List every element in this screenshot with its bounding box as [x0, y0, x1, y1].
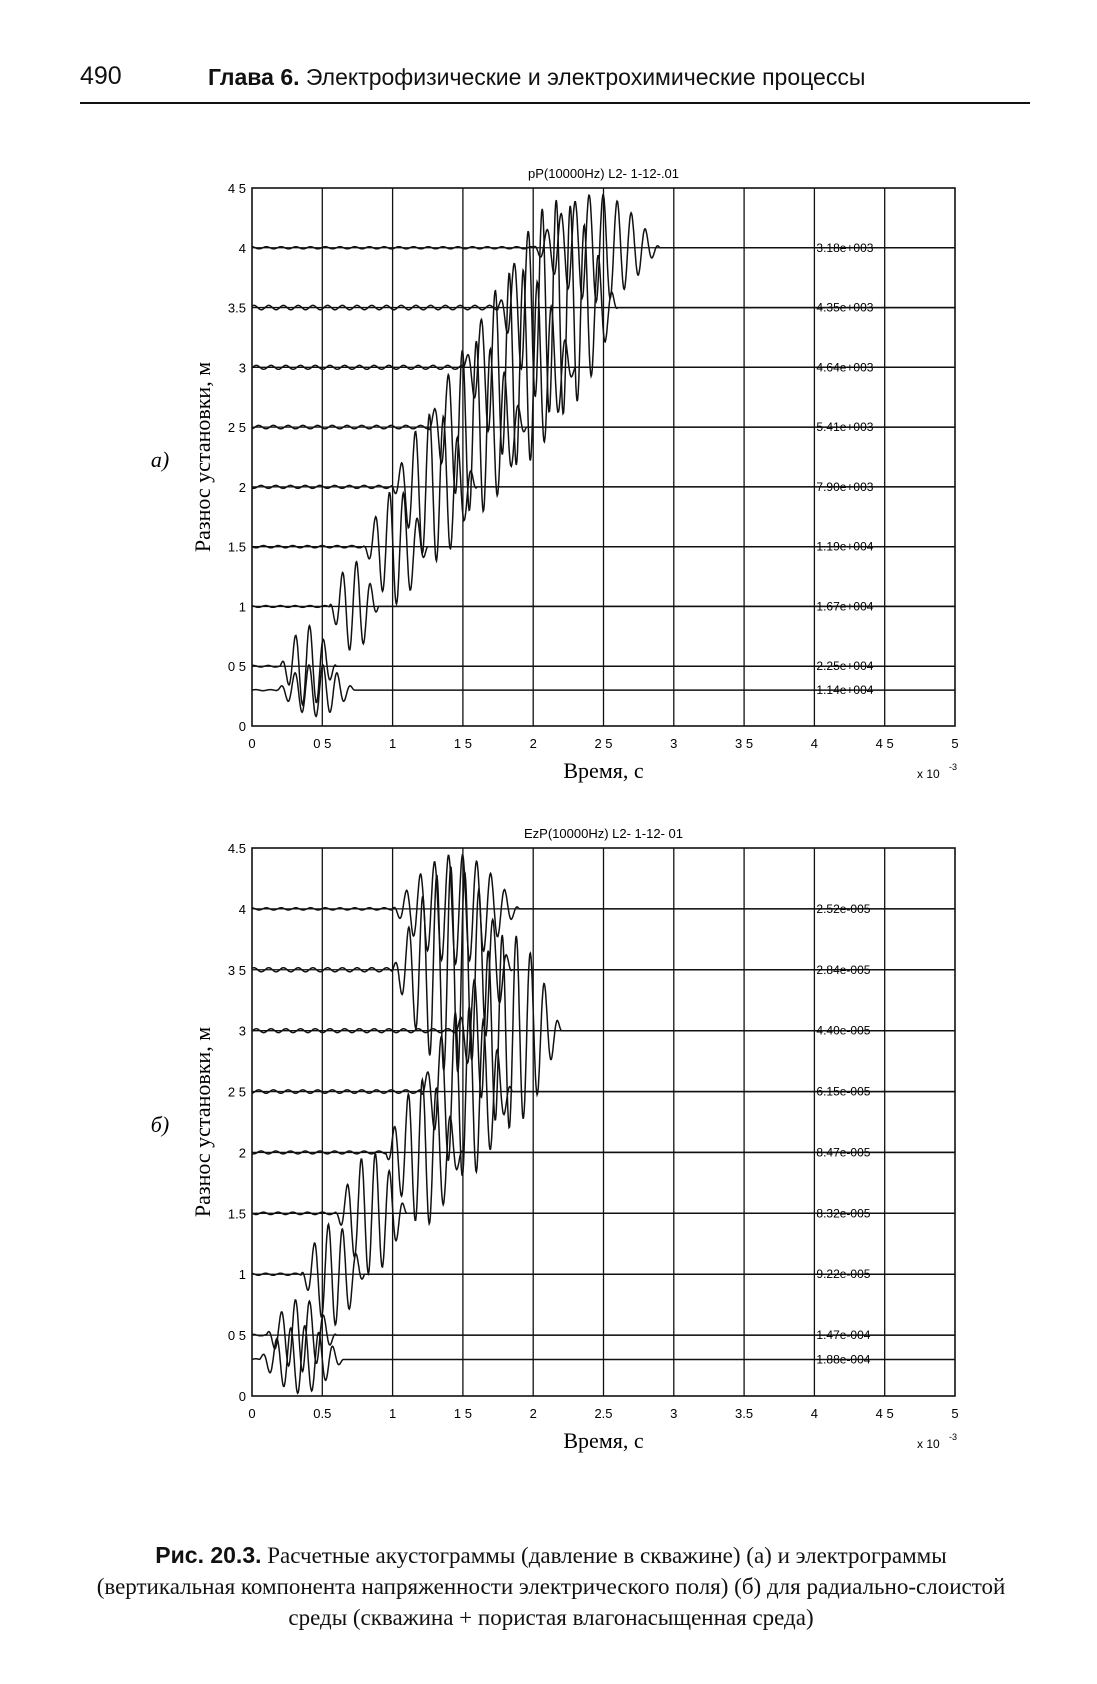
x-scale-exponent: -3 [949, 1432, 958, 1442]
y-axis-label: Разнос установки, м [190, 361, 215, 553]
chapter-label: Глава 6. [208, 64, 300, 90]
x-tick-label: 4 [810, 1406, 819, 1421]
y-tick-label: 3 [238, 360, 246, 376]
x-tick-label: 0 [248, 1406, 256, 1421]
y-tick-label: 3 [238, 1023, 246, 1039]
y-tick-label: 2 5 [227, 1084, 246, 1100]
caption-label: Рис. 20.3. [155, 1542, 262, 1568]
x-tick-label: 0 5 [313, 736, 332, 751]
trace-scale-label: 1.67e+004 [816, 599, 874, 614]
x-axis-label: Время, с [563, 758, 644, 783]
x-tick-label: 3.5 [735, 1406, 754, 1421]
y-tick-label: 2 [238, 479, 246, 495]
x-tick-label: 4 [810, 736, 819, 751]
y-tick-label: 0 [238, 1389, 246, 1404]
y-tick-label: 1.5 [227, 1206, 246, 1222]
trace-scale-label: 2.25e+004 [816, 659, 874, 674]
y-tick-label: 4.5 [227, 841, 246, 856]
y-tick-label: 0 5 [227, 1328, 246, 1344]
trace-scale-label: 9.22e-005 [816, 1267, 871, 1282]
x-tick-label: 3 5 [735, 736, 754, 751]
x-tick-label: 5 [951, 736, 959, 751]
trace-scale-label: 8.32e-005 [816, 1206, 871, 1221]
x-tick-label: 2.5 [594, 1406, 613, 1421]
caption-text: Расчетные акустограммы (давление в скважине) (а) и электрограммы (вертикальная компонента напряженности электрического поля) (б) для радиально-слоистой среды (скважина + пористая влагонасыщенная среда) [96, 1543, 1006, 1630]
y-axis-label: Разнос установки, м [190, 1026, 215, 1218]
panel-label: б) [150, 1112, 170, 1137]
panel-label: а) [150, 447, 170, 472]
y-tick-label: 0 5 [227, 659, 246, 675]
x-axis-label: Время, с [563, 1428, 644, 1453]
y-tick-label: 2 [238, 1145, 246, 1161]
figure-b-electrogram [0, 810, 1097, 1460]
x-tick-label: 0.5 [313, 1406, 332, 1421]
running-head [208, 64, 865, 91]
y-tick-label: 2 5 [227, 420, 246, 436]
y-tick-label: 4 [238, 240, 246, 256]
chapter-title: Электрофизические и электрохимические процессы [305, 64, 866, 90]
x-scale-exponent: -3 [949, 762, 958, 772]
trace-scale-label: 8.47e-005 [816, 1145, 871, 1160]
trace-scale-label: 1.88e-004 [816, 1352, 871, 1367]
x-scale-note: x 10 [917, 1437, 940, 1451]
y-tick-label: 4 5 [227, 181, 246, 196]
figure-caption [86, 1540, 1016, 1633]
trace-scale-label: 5.41e+003 [816, 420, 874, 435]
trace-scale-label: 2.52e-005 [816, 901, 871, 916]
y-tick-label: 4 [238, 901, 246, 917]
x-tick-label: 2 [529, 736, 537, 751]
y-tick-label: 3 5 [227, 962, 246, 978]
page-header [80, 62, 1030, 102]
x-tick-label: 2 [529, 1406, 537, 1421]
x-tick-label: 3 [670, 736, 678, 751]
x-tick-label: 1 [388, 736, 397, 751]
y-tick-label: 0 [238, 719, 246, 734]
trace-scale-label: 1.19e+004 [816, 539, 874, 554]
trace-scale-label: 1.47e-004 [816, 1328, 871, 1343]
x-tick-label: 4 5 [875, 736, 894, 751]
trace-scale-label: 2.84e-005 [816, 962, 871, 977]
x-tick-label: 1 5 [453, 1406, 472, 1421]
x-tick-label: 0 [248, 736, 256, 751]
trace-scale-label: 4.64e+003 [816, 360, 874, 375]
x-scale-note: x 10 [917, 767, 940, 781]
x-tick-label: 1 [388, 1406, 397, 1421]
x-tick-label: 3 [670, 1406, 678, 1421]
chart-title: pP(10000Hz) L2- 1-12-.01 [527, 166, 680, 181]
x-tick-label: 5 [951, 1406, 959, 1421]
y-tick-label: 3.5 [227, 300, 246, 316]
y-tick-label: 1.5 [227, 539, 246, 555]
x-tick-label: 1 5 [453, 736, 472, 751]
trace-scale-label: 4.40e-005 [816, 1023, 871, 1038]
page-number: 490 [80, 62, 122, 90]
y-tick-label: 1 [238, 1267, 246, 1283]
chart-title: EzP(10000Hz) L2- 1-12- 01 [524, 826, 683, 841]
figure-a-acoustogram [0, 160, 1097, 800]
trace-scale-label: 4.35e+003 [816, 300, 874, 315]
header-rule [80, 102, 1030, 104]
trace-scale-label: 6.15e-005 [816, 1084, 871, 1099]
trace-scale-label: 1.14e+004 [816, 683, 874, 698]
x-tick-label: 2 5 [594, 736, 613, 751]
x-tick-label: 4 5 [875, 1406, 894, 1421]
trace-scale-label: 3.18e+003 [816, 240, 874, 255]
trace-scale-label: 7.90e+003 [816, 479, 874, 494]
y-tick-label: 1 [238, 599, 246, 615]
